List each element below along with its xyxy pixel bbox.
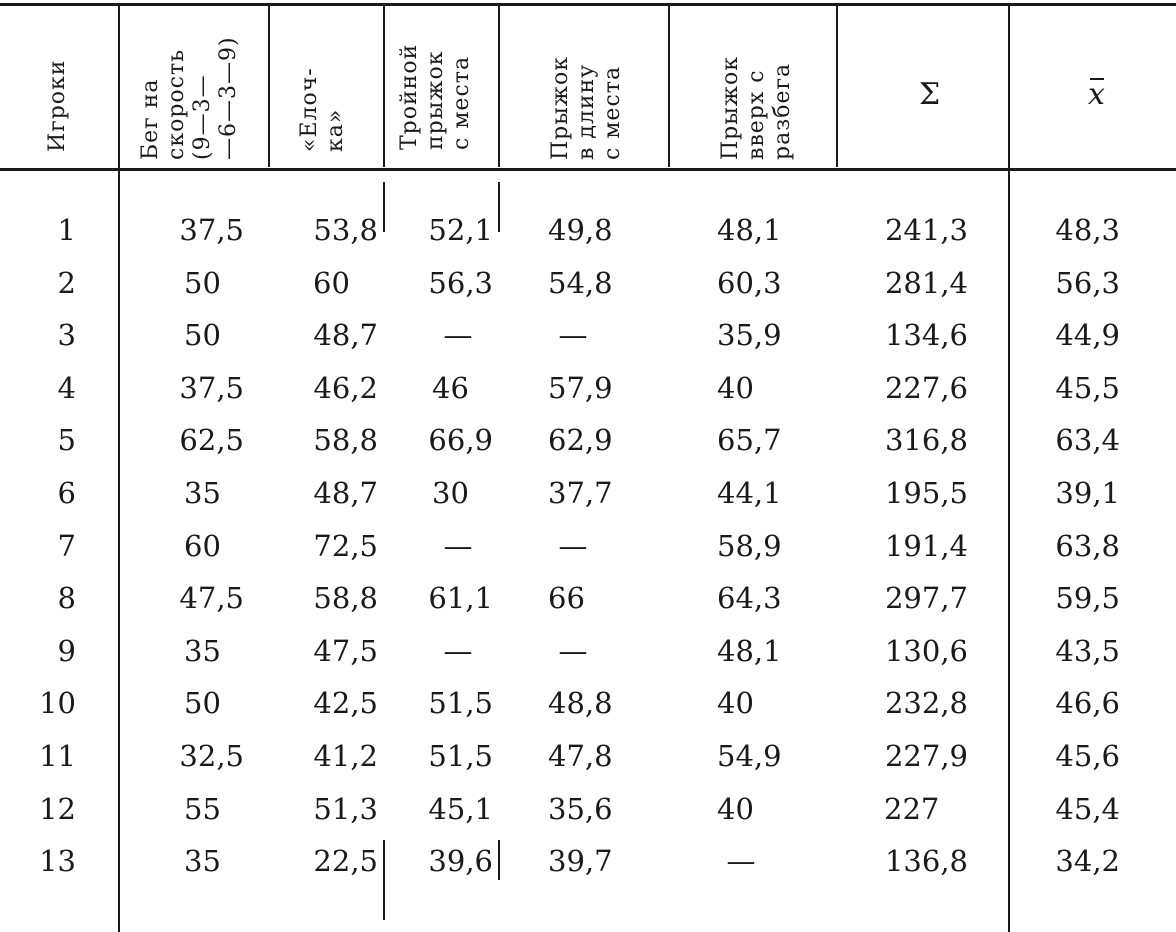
cell-tree: 47,5 xyxy=(313,633,378,668)
cell-tree: 60 xyxy=(313,265,350,300)
cell-sum: 195,5 xyxy=(884,476,968,510)
cell-sprint: 47,5 xyxy=(179,581,244,616)
cell-sprint: 50 xyxy=(184,686,221,721)
cell-player: 11 xyxy=(39,739,76,773)
cell-player: 13 xyxy=(39,844,76,879)
header-high-line-3: разбега xyxy=(770,62,795,160)
cell-sprint: 55 xyxy=(184,791,221,826)
cell-sum: 227,6 xyxy=(884,370,968,405)
header-triple-jump xyxy=(397,44,475,150)
table-row xyxy=(0,842,1176,880)
cell-player: 2 xyxy=(57,265,76,300)
cell-mean: 48,3 xyxy=(1055,213,1120,247)
divider-3-header xyxy=(383,5,385,167)
cell-tree: 48,7 xyxy=(313,476,378,510)
header-long-line-1: Прыжок xyxy=(548,55,573,160)
cell-long: 48,8 xyxy=(548,686,613,721)
cell-long: 37,7 xyxy=(548,476,613,510)
header-high-line-1: Прыжок xyxy=(718,55,743,160)
header-sprint-line-1: Бег на xyxy=(138,78,163,160)
table-row xyxy=(0,474,1176,512)
cell-sprint: 50 xyxy=(184,265,221,300)
cell-tree: 41,2 xyxy=(313,739,378,773)
divider-4-header xyxy=(498,5,500,167)
cell-long: 39,7 xyxy=(548,844,613,879)
table-row xyxy=(0,737,1176,775)
cell-high: 48,1 xyxy=(717,633,782,668)
cell-mean: 45,6 xyxy=(1055,739,1120,773)
header-triple-line-1: Тройной xyxy=(397,43,422,150)
cell-sum: 232,8 xyxy=(884,686,968,721)
cell-mean: 39,1 xyxy=(1055,476,1120,510)
cell-high: — xyxy=(726,844,756,879)
header-long-jump xyxy=(548,56,626,160)
cell-sum: 227 xyxy=(884,791,940,826)
header-rule xyxy=(0,168,1176,171)
cell-high: 48,1 xyxy=(717,213,782,247)
cell-triple: 66,9 xyxy=(428,423,493,458)
cell-high: 60,3 xyxy=(717,265,782,300)
cell-long: 57,9 xyxy=(548,370,613,405)
cell-sprint: 62,5 xyxy=(179,423,244,458)
cell-triple: 46 xyxy=(432,370,469,405)
cell-mean: 43,5 xyxy=(1055,633,1120,668)
cell-sum: 227,9 xyxy=(884,739,968,773)
cell-mean: 46,6 xyxy=(1055,686,1120,721)
cell-player: 4 xyxy=(57,370,76,405)
cell-high: 40 xyxy=(717,370,754,405)
cell-mean: 56,3 xyxy=(1055,265,1120,300)
cell-sprint: 50 xyxy=(184,318,221,353)
cell-tree: 53,8 xyxy=(313,213,378,247)
cell-long: — xyxy=(558,633,588,668)
cell-tree: 48,7 xyxy=(313,318,378,353)
cell-triple: 51,5 xyxy=(428,739,493,773)
header-sum: Σ xyxy=(919,77,941,112)
cell-player: 10 xyxy=(39,686,76,721)
header-long-line-3: с места xyxy=(600,65,625,160)
cell-sum: 130,6 xyxy=(884,633,968,668)
cell-mean: 34,2 xyxy=(1055,844,1120,879)
cell-long: 54,8 xyxy=(548,265,613,300)
cell-tree: 46,2 xyxy=(313,370,378,405)
cell-mean: 44,9 xyxy=(1055,318,1120,353)
header-tree xyxy=(297,67,349,152)
cell-triple: 52,1 xyxy=(428,213,493,247)
cell-long: — xyxy=(558,318,588,353)
cell-mean: 63,4 xyxy=(1055,423,1120,458)
cell-long: 49,8 xyxy=(548,213,613,247)
cell-triple: — xyxy=(443,633,473,668)
cell-high: 40 xyxy=(717,791,754,826)
header-sprint-line-2: скорость xyxy=(164,48,189,160)
cell-mean: 63,8 xyxy=(1055,528,1120,563)
table-row xyxy=(0,579,1176,617)
table-row xyxy=(0,790,1176,828)
cell-triple: 51,5 xyxy=(428,686,493,721)
cell-long: — xyxy=(558,528,588,563)
cell-triple: 56,3 xyxy=(428,265,493,300)
header-sprint-line-3: (9—3— xyxy=(190,74,215,160)
cell-mean: 45,5 xyxy=(1055,370,1120,405)
cell-player: 9 xyxy=(57,633,76,668)
cell-sum: 281,4 xyxy=(884,265,968,300)
cell-triple: — xyxy=(443,528,473,563)
top-rule xyxy=(0,3,1176,6)
cell-player: 8 xyxy=(57,581,76,616)
cell-triple: 45,1 xyxy=(428,791,493,826)
table-row xyxy=(0,264,1176,302)
header-tree-line-1: «Елоч- xyxy=(297,67,322,152)
cell-sprint: 37,5 xyxy=(179,370,244,405)
cell-sum: 191,4 xyxy=(884,528,968,563)
cell-triple: 39,6 xyxy=(428,844,493,879)
cell-tree: 42,5 xyxy=(313,686,378,721)
table-row xyxy=(0,684,1176,722)
cell-player: 6 xyxy=(57,476,76,510)
cell-player: 7 xyxy=(57,528,76,563)
cell-high: 65,7 xyxy=(717,423,782,458)
cell-sprint: 35 xyxy=(184,476,221,510)
cell-high: 58,9 xyxy=(717,528,782,563)
table-row xyxy=(0,632,1176,670)
header-players xyxy=(45,60,71,152)
cell-sum: 241,3 xyxy=(884,213,968,247)
cell-sum: 134,6 xyxy=(884,318,968,353)
header-high-jump xyxy=(718,56,796,160)
cell-triple: 61,1 xyxy=(428,581,493,616)
cell-triple: — xyxy=(443,318,473,353)
cell-sprint: 32,5 xyxy=(179,739,244,773)
table-row xyxy=(0,369,1176,407)
header-triple-line-2: прыжок xyxy=(423,50,448,150)
table-row xyxy=(0,211,1176,249)
header-players-text: Игроки xyxy=(45,59,70,152)
divider-2-header xyxy=(268,5,270,167)
table-row xyxy=(0,421,1176,459)
cell-tree: 58,8 xyxy=(313,423,378,458)
header-sprint xyxy=(138,36,242,160)
cell-long: 35,6 xyxy=(548,791,613,826)
header-triple-line-3: с места xyxy=(449,55,474,150)
cell-sum: 316,8 xyxy=(884,423,968,458)
cell-sprint: 35 xyxy=(184,633,221,668)
cell-long: 66 xyxy=(548,581,585,616)
cell-player: 12 xyxy=(39,791,76,826)
header-tree-line-2: ка» xyxy=(323,108,348,152)
cell-sum: 136,8 xyxy=(884,844,968,879)
cell-sprint: 37,5 xyxy=(179,213,244,247)
cell-long: 47,8 xyxy=(548,739,613,773)
cell-high: 40 xyxy=(717,686,754,721)
cell-tree: 51,3 xyxy=(313,791,378,826)
cell-sprint: 35 xyxy=(184,844,221,879)
cell-player: 3 xyxy=(57,318,76,353)
table-row xyxy=(0,316,1176,354)
cell-sprint: 60 xyxy=(184,528,221,563)
cell-long: 62,9 xyxy=(548,423,613,458)
header-long-line-2: в длину xyxy=(574,63,599,160)
header-mean: x xyxy=(1088,77,1105,112)
header-sprint-line-4: —6—3—9) xyxy=(216,36,241,160)
cell-sum: 297,7 xyxy=(884,581,968,616)
cell-player: 5 xyxy=(57,423,76,458)
table-row xyxy=(0,527,1176,565)
cell-tree: 58,8 xyxy=(313,581,378,616)
cell-tree: 22,5 xyxy=(313,844,378,879)
header-high-line-2: вверх с xyxy=(744,69,769,160)
cell-triple: 30 xyxy=(432,476,469,510)
cell-mean: 59,5 xyxy=(1055,581,1120,616)
cell-tree: 72,5 xyxy=(313,528,378,563)
cell-player: 1 xyxy=(57,213,76,247)
cell-high: 54,9 xyxy=(717,739,782,773)
cell-high: 44,1 xyxy=(717,476,782,510)
cell-high: 35,9 xyxy=(717,318,782,353)
cell-mean: 45,4 xyxy=(1055,791,1120,826)
cell-high: 64,3 xyxy=(717,581,782,616)
divider-6-header xyxy=(836,5,838,167)
divider-5-header xyxy=(668,5,670,167)
